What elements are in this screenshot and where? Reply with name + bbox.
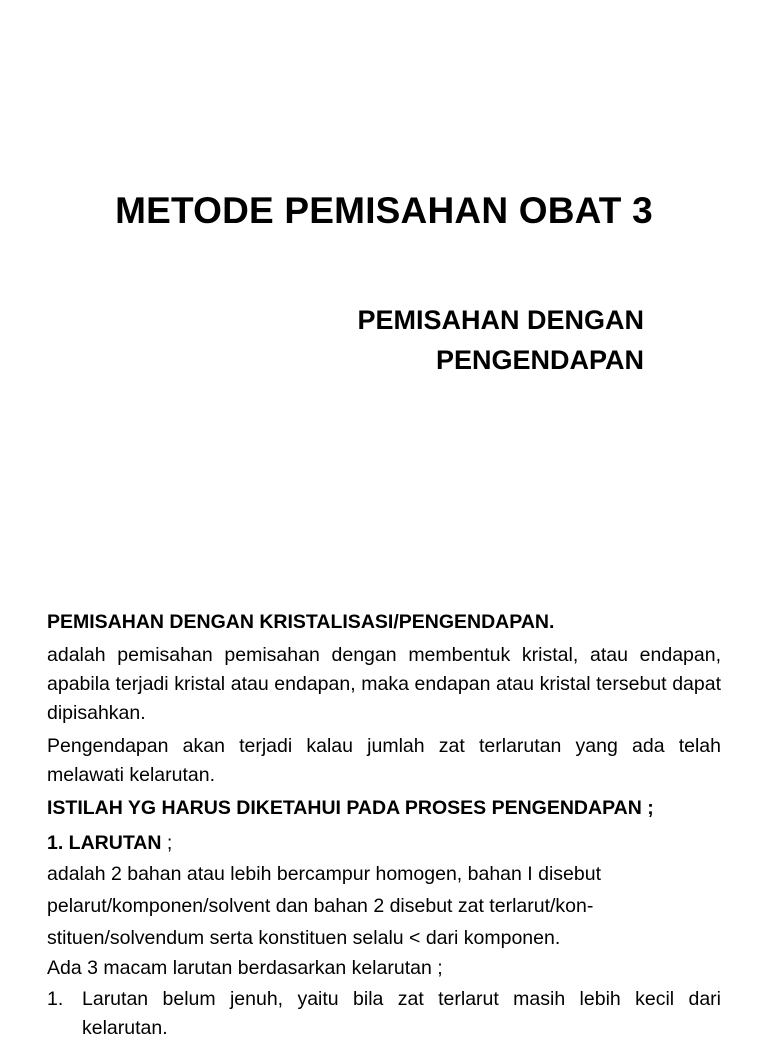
larutan-def-line-1: adalah 2 bahan atau lebih bercampur homogen, bahan I disebut [47, 863, 601, 885]
slide-title: METODE PEMISAHAN OBAT 3 [115, 190, 653, 231]
precipitation-paragraph: Pengendapan akan terjadi kalau jumlah zat terlarutan yang ada telah melawati kelarutan. [47, 735, 721, 786]
list-item-text: Larutan belum jenuh, yaitu bila zat terlarut masih lebih kecil dari kelarutan. [82, 988, 721, 1039]
larutan-def-line-3: stituen/solvendum serta konstituen selalu < dari komponen. [47, 927, 561, 949]
term-larutan-suffix: ; [161, 832, 173, 854]
larutan-def-line-2: pelarut/komponen/solvent dan bahan 2 disebut zat terlarut/kon- [47, 895, 594, 917]
subtitle-line-1: PEMISAHAN DENGAN [357, 305, 644, 335]
types-intro: Ada 3 macam larutan berdasarkan kelarutan ; [47, 957, 443, 979]
subtitle-line-2: PENGENDAPAN [435, 345, 644, 375]
term-larutan-label: 1. LARUTAN [47, 832, 162, 854]
definition-paragraph: adalah pemisahan pemisahan dengan membentuk kristal, atau endapan, apabila terjadi kristal atau endapan, maka endapan atau kristal tersebut dapat dipisahkan. [47, 644, 721, 724]
content-body [47, 608, 721, 1043]
list-item [47, 985, 721, 1043]
slide-subtitle [357, 300, 644, 380]
terms-heading: ISTILAH YG HARUS DIKETAHUI PADA PROSES PENGENDAPAN ; [47, 797, 654, 819]
term-larutan [47, 829, 721, 858]
section-heading: PEMISAHAN DENGAN KRISTALISASI/PENGENDAPAN. [47, 611, 555, 633]
list-item-number: 1. [47, 988, 64, 1010]
